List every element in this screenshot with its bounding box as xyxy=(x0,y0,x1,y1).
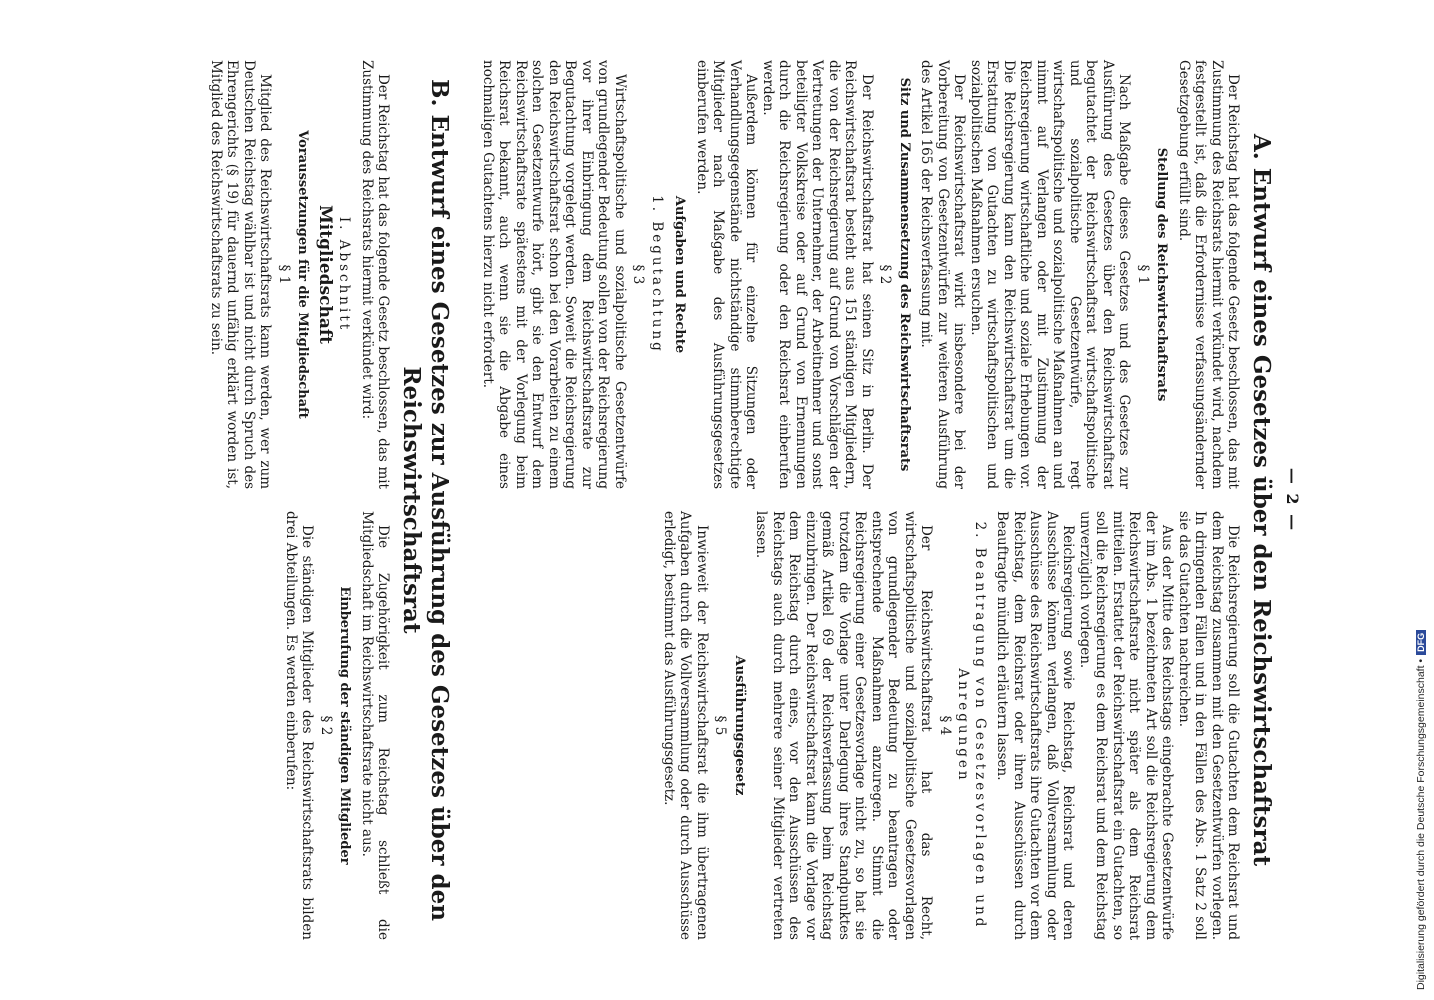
section-a-intro: Der Reichstag hat das folgende Gesetz beschlossen, das mit Zustimmung des Reichsrats hiermit verkündet wird, nachdem festgestellt ist, daß die Erfordernisse verfassungsändernder Gesetzgebung erfüllt sind. xyxy=(1176,60,1242,489)
subheading-begutachtung: 1. Begutachtung xyxy=(649,195,665,354)
paragraph-3-text-4: Reichsregierung sowie Reichstag, Reichsrat und deren Ausschüsse können verlangen, daß Vollversammlung oder Ausschüsse des Reichswirtschaftsrats ihre Gutachten vor dem Reichstag, dem Reichsrat oder ihren Ausschüssen durch Beauftragte mündlich erläutern lassen. xyxy=(994,511,1077,940)
rotated-document-page xyxy=(80,60,1300,940)
section-b-title: B. Entwurf eines Gesetzes zur Ausführung des Gesetzes über den Reichswirtschaftsrat xyxy=(398,79,454,921)
section-b xyxy=(208,60,454,940)
b-paragraph-2-number: § 2 xyxy=(318,715,334,736)
section-a-left-column xyxy=(480,60,1242,489)
abschnitt-heading: I. Abschnitt xyxy=(336,216,353,333)
b-paragraph-2-text: Die ständigen Mitglieder des Reichswirtschaftsrats bilden drei Abteilungen. Es werden einberufen: xyxy=(283,511,316,940)
page-number: — 2 — xyxy=(1283,467,1302,533)
heading-ausfuehrungsgesetz: Ausführungsgesetz xyxy=(732,655,747,796)
section-a-title: A. Entwurf eines Gesetzes über den Reichswirtschaftsrat xyxy=(1248,133,1276,867)
section-b-columns xyxy=(208,60,392,940)
paragraph-5-number: § 5 xyxy=(712,715,729,736)
paragraph-2-text: Der Reichswirtschaftsrat hat seinen Sitz in Berlin. Der Reichswirtschaftsrat besteht aus 151 ständigen Mitgliedern, die von der Reichsregierung auf Grund von Vorschlägen der Vertretungen der Unternehmer, der Arbeitnehmer und sonst beteiligter Volkskreise oder auf Grund von Ernennungen durch die Reichsregierung oder den Reichsrat einberufen werden. xyxy=(760,60,875,489)
paragraph-2-text-2: Außerdem können für einzelne Sitzungen oder Verhandlungsgegenstände nichtständige stimmberechtigte Mitglieder nach Maßgabe des Ausführungsgesetzes einberufen werden. xyxy=(694,60,760,489)
paragraph-3-text-2: Die Reichsregierung soll die Gutachten dem Reichsrat und dem Reichstag zusammen mit den Gesetzentwürfen vorlegen. In dringenden Fällen und in den Fällen des Abs. 1 Satz 2 soll sie das Gutachten nachreichen. xyxy=(1176,511,1242,940)
digitization-credit-text: Digitalisierung gefördert durch die Deutsche Forschungsgemeinschaft • xyxy=(1415,658,1427,990)
paragraph-3-number: § 3 xyxy=(630,264,647,285)
heading-sitz: Sitz und Zusammensetzung des Reichswirtschaftsrats xyxy=(897,77,912,472)
paragraph-4-text: Der Reichswirtschaftsrat hat das Recht, wirtschaftspolitische und sozialpolitische Gesetzesvorlagen von grundlegender Bedeutung zu beantragen oder entsprechende Maßnahmen anzuregen. Stimmt die Reichsregierung einer Gesetzesvorlage nicht zu, so hat sie trotzdem die Vorlage unter Darlegung ihres Standpunktes gemäß Artikel 69 der Reichsverfassung beim Reichstag einzubringen. Der Reichswirtschaftsrat kann die Vorlage vor dem Reichstag durch eines, vor den Ausschüssen des Reichstags auch durch mehrere seiner Mitglieder vertreten lassen. xyxy=(753,511,935,940)
digitization-credit xyxy=(1415,630,1427,990)
paragraph-1-number: § 1 xyxy=(1135,264,1151,285)
paragraph-5-text: Inwieweit der Reichswirtschaftsrat die ihm übertragenen Aufgaben durch die Vollversammlung oder durch Ausschüsse erledigt, bestimmt das Ausführungsgesetz. xyxy=(661,511,710,940)
heading-einberufung: Einberufung der ständigen Mitglieder xyxy=(337,586,353,865)
paragraph-3-text: Wirtschaftspolitische und sozialpolitische Gesetzentwürfe von grundlegender Bedeutung sollen von der Reichsregierung vor ihrer Einbringung dem Reichswirtschaftsrate zur Begutachtung vorgelegt werden. Soweit die Reichsregierung den Reichswirtschaftsrat schon bei den Vorarbeiten zu einem solchen Gesetzentwurfe hört, gibt sie den Entwurf dem Reichswirtschaftsrate spätestens mit der Vorlegung beim Reichsrat bekannt, auch wenn sie die Abgabe eines nochmaligen Gutachtens hierzu nicht erfordert. xyxy=(480,60,628,489)
paragraph-2-number: § 2 xyxy=(877,264,894,285)
heading-aufgaben: Aufgaben und Rechte xyxy=(672,195,688,354)
paragraph-1-text-2: Der Reichswirtschaftsrat wirkt insbesondere bei der Vorbereitung von Gesetzentwürfen zur weiteren Ausführung des Artikel 165 der Reichsverfassung mit. xyxy=(918,60,968,489)
subheading-beantragung: 2. Beantragung von Gesetzesvorlagen und Anregungen xyxy=(955,521,988,930)
b-paragraph-1-number: § 1 xyxy=(276,264,292,285)
section-b-right-column xyxy=(208,511,392,940)
dfg-logo: DFG xyxy=(1416,630,1426,655)
section-a-right-column xyxy=(480,511,1242,940)
mitgliedschaft-heading: Mitgliedschaft xyxy=(315,204,335,345)
section-a-columns xyxy=(480,60,1242,940)
section-b-intro: Der Reichstag hat das folgende Gesetz beschlossen, das mit Zustimmung des Reichsrats hiermit verkündet wird: xyxy=(359,60,392,489)
paragraph-4-number: § 4 xyxy=(937,715,953,736)
heading-voraussetzungen: Voraussetzungen für die Mitgliedschaft xyxy=(295,130,311,419)
section-b-left-column xyxy=(208,60,392,489)
b-paragraph-1-text-2: Die Zugehörigkeit zum Reichstag schließt die Mitgliedschaft im Reichswirtschaftsrate nicht aus. xyxy=(359,511,392,940)
paragraph-3-text-3: Aus der Mitte des Reichstags eingebrachte Gesetzentwürfe der im Abs. 1 bezeichneten Art soll die Reichsregierung dem Reichswirtschaftsrate nicht später als dem Reichsrat mitteilen. Erstattet der Reichswirtschaftsrat ein Gutachten, so soll die Reichsregierung es dem Reichsrat und dem Reichstag unverzüglich vorlegen. xyxy=(1077,511,1176,940)
b-paragraph-1-text: Mitglied des Reichswirtschaftsrats kann werden, wer zum Deutschen Reichstag wählbar ist und nicht durch Spruch des Ehrengerichts (§ 19) für dauernd unfähig erklärt worden ist, Mitglied des Reichswirtschaftsrats zu sein. xyxy=(208,60,274,489)
heading-stellung: Stellung des Reichswirtschaftsrats xyxy=(1154,147,1170,402)
paragraph-1-text: Nach Maßgabe dieses Gesetzes und des Gesetzes zur Ausführung des Gesetzes über den Reichswirtschaftsrat begutachtet der Reichswirtschaftsrat wirtschaftspolitische und sozialpolitische Gesetzentwürfe, regt wirtschaftspolitische und sozialpolitische Maßnahmen an und nimmt auf Verlangen oder mit Zustimmung der Reichsregierung wirtschaftliche und soziale Erhebungen vor. Die Reichsregierung kann den Reichswirtschaftsrat um die Erstattung von Gutachten zu wirtschaftspolitischen und sozialpolitischen Maßnahmen ersuchen. xyxy=(968,60,1133,489)
